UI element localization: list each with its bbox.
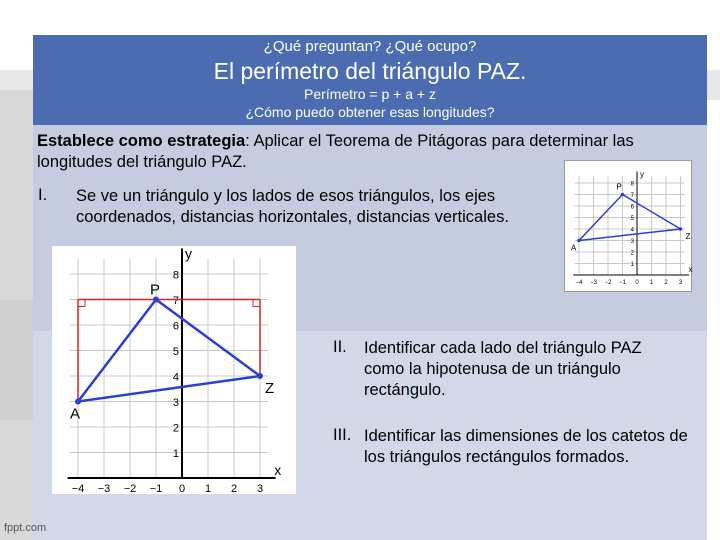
point-label-a: A [571, 243, 577, 253]
point-a [577, 239, 581, 243]
strategy-text: : Aplicar el Teorema de Pitágoras para determinar las longitudes del triángulo PAZ. [37, 132, 634, 171]
small-graph [564, 160, 692, 292]
step-1-text: Se ve un triángulo y los lados de esos triángulos, los ejes coordenados, distancias horizontales, distancias verticales. [76, 187, 509, 226]
x-tick-label: 2 [664, 280, 668, 286]
point-p [621, 193, 625, 197]
point-label-z: Z [685, 232, 691, 241]
y-tick-label: 3 [630, 238, 634, 245]
y-tick-label: 4 [630, 227, 634, 234]
strategy-label: Establece como estrategia [37, 132, 246, 150]
x-tick-label: 0 [635, 280, 639, 286]
step-1-number: I. [38, 186, 48, 204]
point-label-p: P [150, 281, 161, 299]
step-2-text: Identificar cada lado del triángulo PAZ como la hipotenusa de un triángulo rectángulo. [364, 339, 642, 399]
step-3-number: III. [333, 426, 352, 444]
y-tick-label: 5 [172, 345, 179, 358]
slide-header [33, 35, 707, 125]
x-tick-label: 0 [178, 483, 186, 495]
x-tick-label: −4 [71, 483, 85, 495]
x-axis-label: x [274, 462, 282, 478]
how-question: ¿Cómo puedo obtener esas longitudes? [245, 104, 495, 120]
y-tick-label: 8 [172, 269, 179, 282]
question-text: ¿Qué preguntan? ¿Qué ocupo? [263, 38, 477, 55]
slide-title: El perímetro del triángulo PAZ. [213, 58, 527, 84]
x-axis-label: x [688, 265, 693, 274]
right-angle-marker [78, 300, 85, 307]
y-tick-label: 2 [630, 250, 634, 257]
x-tick-label: 1 [649, 280, 654, 286]
y-tick-label: 5 [630, 215, 634, 222]
big-graph-svg [52, 246, 296, 494]
point-a [75, 399, 81, 405]
point-label-p: P [616, 182, 622, 192]
perimeter-formula: Perímetro = p + a + z [304, 86, 436, 102]
x-tick-label: −3 [97, 483, 111, 495]
x-tick-label: −1 [619, 280, 626, 286]
x-tick-label: −1 [149, 483, 163, 495]
y-tick-label: 4 [172, 371, 179, 384]
y-tick-label: 2 [172, 422, 179, 435]
point-z [679, 227, 683, 231]
x-tick-label: −3 [590, 280, 597, 286]
y-tick-label: 3 [172, 396, 179, 409]
y-tick-label: 6 [630, 204, 634, 211]
y-axis-label: y [185, 245, 192, 262]
x-tick-label: 1 [204, 483, 212, 495]
y-axis-label: y [640, 170, 644, 180]
background-left-shape [0, 300, 36, 420]
point-label-a: A [70, 405, 81, 423]
big-graph [52, 246, 296, 494]
small-graph-svg [565, 161, 691, 291]
point-label-z: Z [265, 380, 275, 397]
y-tick-label: 8 [630, 181, 634, 188]
step-2-number: II. [333, 338, 347, 356]
y-tick-label: 1 [630, 261, 634, 268]
x-tick-label: −4 [575, 280, 583, 286]
x-tick-label: −2 [123, 483, 137, 495]
step-3-text: Identificar las dimensiones de los catetos de los triángulos rectángulos formados. [364, 427, 688, 466]
x-tick-label: 3 [256, 483, 264, 495]
footer-logo: fppt.com [4, 522, 47, 534]
x-tick-label: −2 [604, 280, 612, 286]
y-tick-label: 7 [630, 192, 634, 199]
y-tick-label: 6 [172, 320, 179, 333]
right-angle-marker [253, 300, 260, 307]
x-tick-label: 3 [678, 280, 683, 286]
x-tick-label: 2 [230, 483, 238, 495]
y-tick-label: 7 [172, 294, 179, 307]
y-tick-label: 1 [172, 447, 179, 460]
point-z [257, 373, 263, 379]
